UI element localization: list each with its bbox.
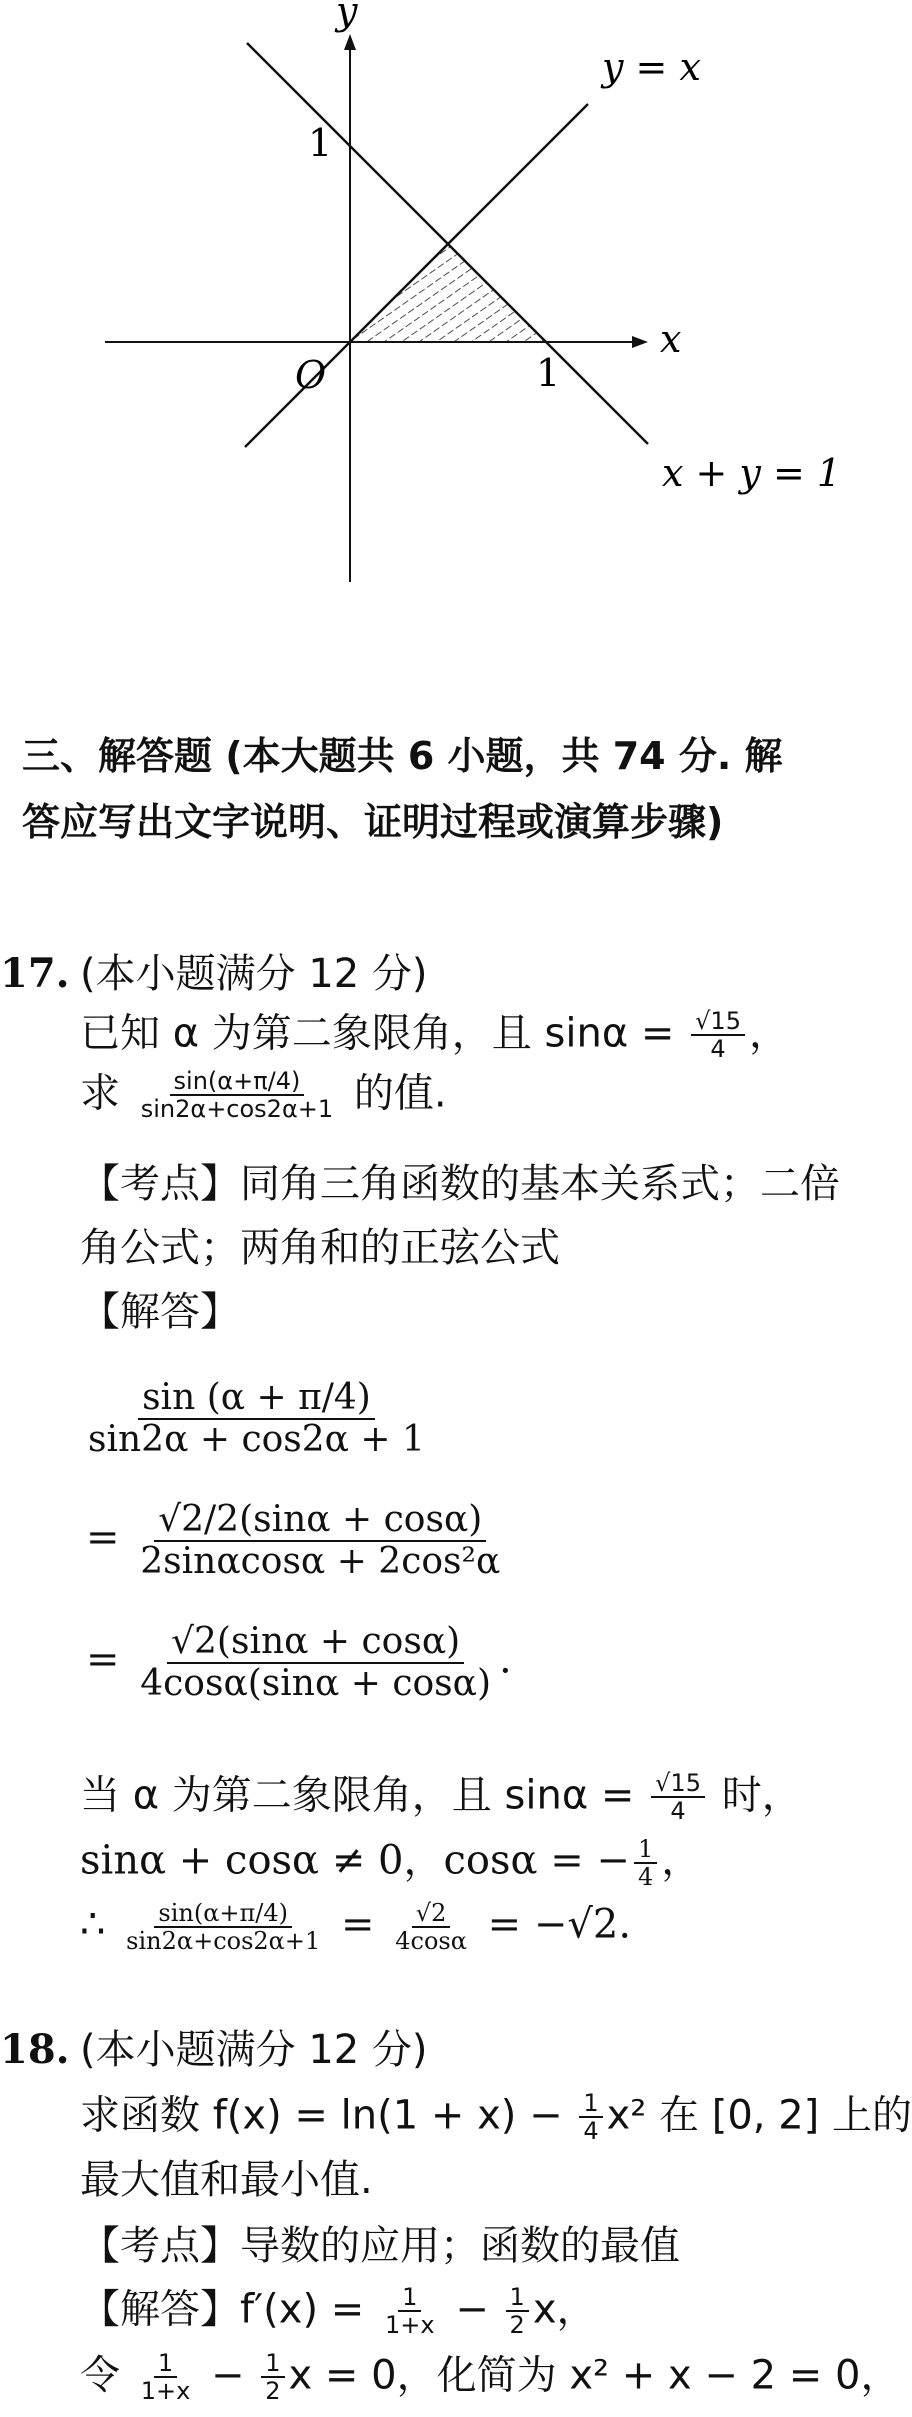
q18-score: (本小题满分 12 分) [80, 2027, 428, 2073]
q17-eq3-frac [136, 1622, 495, 1703]
q17-sum-end: ， [661, 1837, 702, 1884]
frac-den: 2 [265, 2377, 281, 2406]
q17-eq3-end: . [499, 1636, 512, 1683]
q17-stem2-post: 的值. [353, 1070, 447, 1117]
q17-sum-line [80, 1836, 701, 1891]
q17-sum-frac [634, 1836, 657, 1891]
q17-result-eq: = [341, 1901, 375, 1948]
q17-result-frac2 [391, 1900, 471, 1955]
frac-num: √15 [651, 1770, 705, 1798]
frac-den: 1+x [385, 2311, 435, 2340]
q18-number: 18. [0, 2026, 70, 2073]
y-axis-arrow-icon [344, 34, 356, 50]
q18-jd-end: x， [532, 2286, 597, 2333]
q17-kaodian-line2: 角公式；两角和的正弦公式 [80, 1225, 560, 1271]
q17-stem-line1 [80, 1008, 789, 1063]
frac-den: 4 [670, 1797, 686, 1826]
q17-result-end: = −√2. [487, 1901, 632, 1948]
frac-den: sin2α+cos2α+1 [126, 1927, 321, 1956]
x-axis-arrow-icon [632, 336, 648, 348]
q17-score: (本小题满分 12 分) [80, 951, 428, 997]
frac-num: sin (α + π/4) [138, 1378, 375, 1420]
frac-den: 2 [509, 2311, 525, 2340]
section-heading-line1: 三、解答题 (本大题共 6 小题，共 74 分. 解 [22, 734, 783, 778]
frac-num: sin(α+π/4) [154, 1900, 292, 1928]
frac-num: 1 [398, 2284, 421, 2312]
shaded-region [350, 244, 546, 342]
q17-eq2 [86, 1500, 508, 1581]
q17-when-frac [651, 1770, 705, 1825]
q17-eq1 [80, 1378, 433, 1459]
q18-stem1-frac [579, 2090, 602, 2145]
q17-number: 17. [0, 950, 70, 997]
q17-stem-line2 [80, 1068, 447, 1123]
q18-jieda-text: 【解答】f′(x) = [80, 2286, 365, 2333]
q17-result-line [80, 1900, 631, 1955]
label-one-y: 1 [308, 121, 333, 165]
frac-den: 4 [710, 1035, 726, 1064]
q17-eq2-sign: = [86, 1514, 120, 1561]
q17-eq3-sign: = [86, 1636, 120, 1683]
frac-num: 1 [506, 2284, 529, 2312]
q18-stem1-text: 求函数 f(x) = ln(1 + x) − [80, 2092, 563, 2139]
frac-num: √2(sinα + cosα) [167, 1622, 464, 1664]
frac-num: sin(α+π/4) [170, 1068, 305, 1096]
frac-num: 1 [579, 2090, 602, 2118]
q18-jd-mid: − [455, 2286, 489, 2333]
frac-den: 4 [583, 2117, 599, 2146]
q18-jieda-line [80, 2284, 597, 2339]
q18-ling-line [80, 2350, 900, 2405]
q18-jd-frac2 [506, 2284, 529, 2339]
coordinate-graph [0, 0, 878, 620]
label-line-x-plus-y: x + y = 1 [662, 451, 842, 495]
frac-num: √15 [691, 1008, 745, 1036]
q17-jieda-label: 【解答】 [80, 1289, 240, 1335]
q17-kaodian-line1: 【考点】同角三角函数的基本关系式；二倍 [80, 1161, 840, 1207]
frac-den: 4cosα [395, 1927, 467, 1956]
label-x: x [660, 317, 682, 361]
q17-stem1-end: ， [748, 1010, 789, 1057]
label-line-y-eq-x: y = x [602, 45, 701, 89]
frac-num: 1 [154, 2350, 177, 2378]
q17-eq2-frac [136, 1500, 504, 1581]
frac-den: 4 [637, 1863, 654, 1892]
q18-jd-frac1 [381, 2284, 439, 2339]
section-heading-line2: 答应写出文字说明、证明过程或演算步骤) [22, 800, 724, 844]
q17-stem2-pre: 求 [80, 1070, 120, 1117]
label-one-x: 1 [536, 351, 561, 395]
label-y: y [336, 0, 358, 33]
frac-num: 1 [261, 2350, 284, 2378]
q17-when-end: 时， [721, 1772, 802, 1819]
q18-ling-frac1 [137, 2350, 195, 2405]
frac-den: sin2α+cos2α+1 [140, 1095, 334, 1124]
q18-stem1-b: x² 在 [0, 2] 上的 [606, 2092, 912, 2139]
q17-result-frac1 [122, 1900, 324, 1955]
frac-num: √2/2(sinα + cosα) [154, 1500, 486, 1542]
label-origin: O [295, 353, 327, 397]
q17-stem1-frac [691, 1008, 745, 1063]
frac-den: 2sinαcosα + 2cos²α [140, 1540, 501, 1582]
q18-stem-line1 [80, 2090, 912, 2145]
q18-stem-line2: 最大值和最小值. [80, 2157, 373, 2203]
q17-stem1-text: 已知 α 为第二象限角，且 sinα = [80, 1010, 675, 1057]
q17-when-line [80, 1770, 802, 1825]
q18-ling-mid: − [211, 2352, 245, 2399]
frac-num: 1 [634, 1836, 657, 1864]
q18-ling-frac2 [261, 2350, 284, 2405]
q17-when-text: 当 α 为第二象限角，且 sinα = [80, 1772, 635, 1819]
q17-sum-text: sinα + cosα ≠ 0，cosα = − [80, 1837, 630, 1884]
q18-ling-end: x = 0，化简为 x² + x − 2 = 0， [288, 2352, 901, 2399]
therefore-icon: ∴ [80, 1901, 106, 1948]
q17-eq1-frac [84, 1378, 429, 1459]
frac-den: 1+x [140, 2377, 191, 2406]
frac-num: √2 [412, 1900, 451, 1928]
q17-eq3 [86, 1622, 512, 1703]
q18-ling-text: 令 [80, 2352, 120, 2399]
q18-kaodian: 【考点】导数的应用；函数的最值 [80, 2223, 680, 2269]
frac-den: 4cosα(sinα + cosα) [140, 1662, 492, 1704]
q17-stem2-frac [137, 1068, 337, 1123]
frac-den: sin2α + cos2α + 1 [88, 1418, 425, 1460]
